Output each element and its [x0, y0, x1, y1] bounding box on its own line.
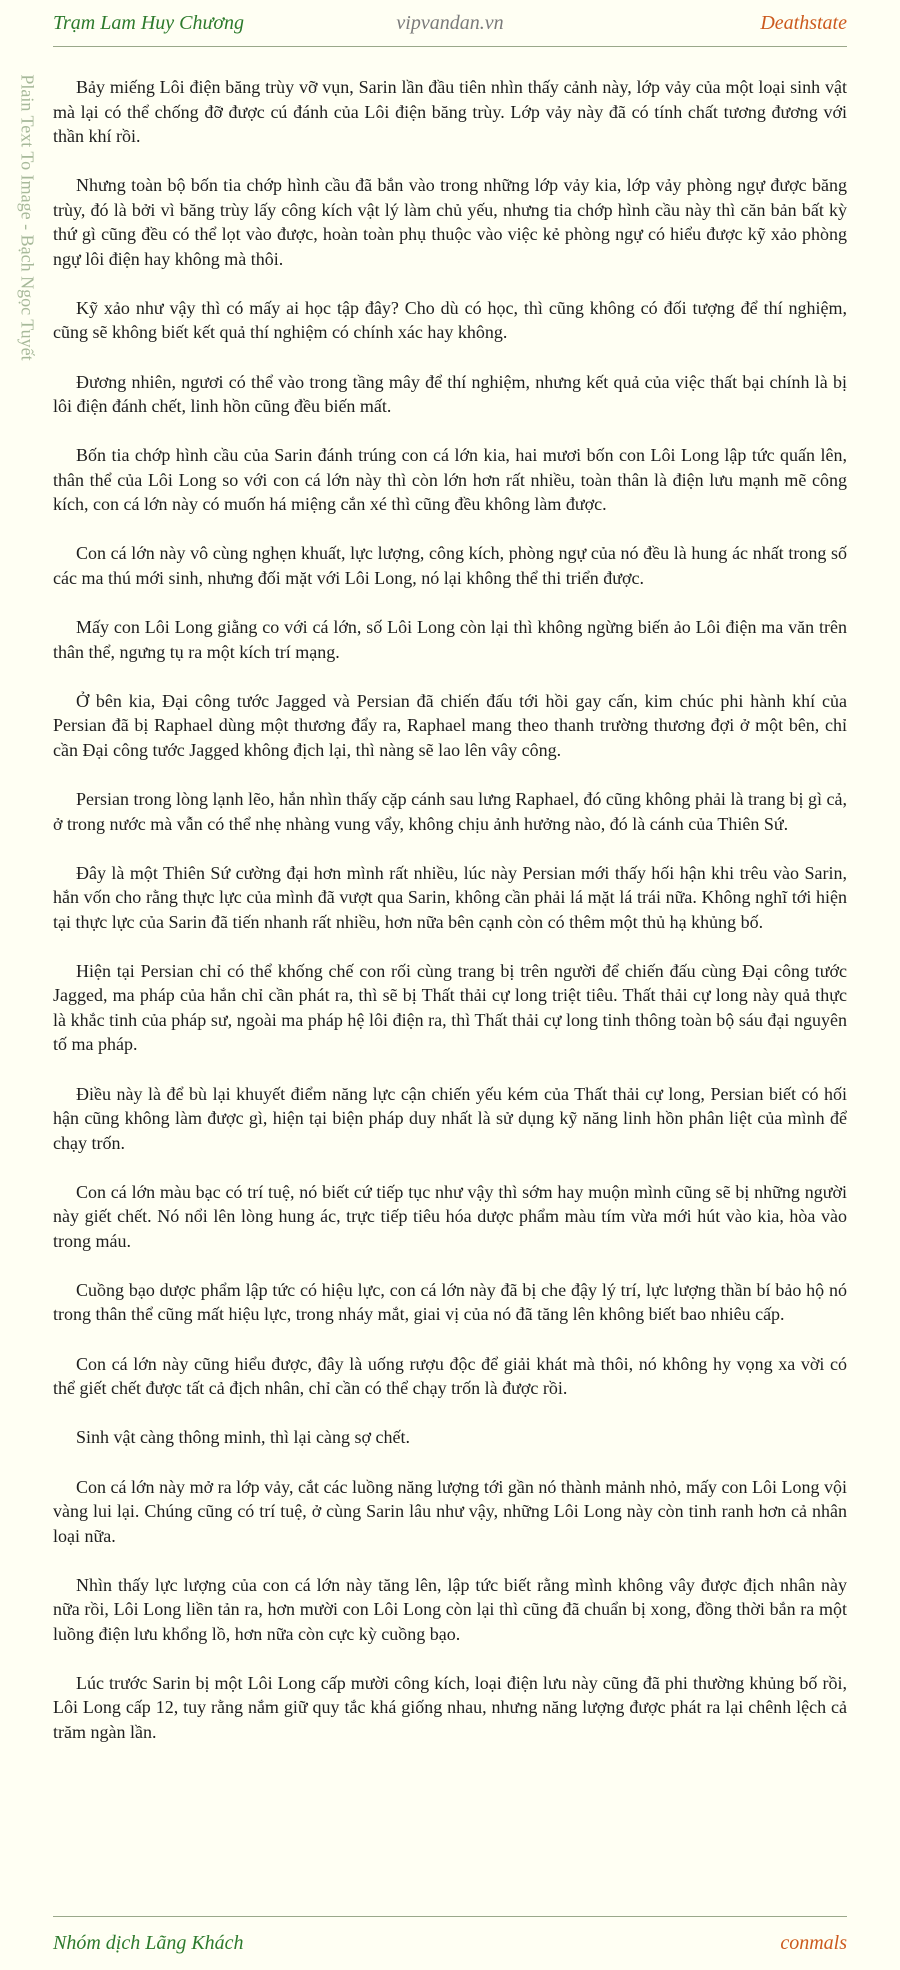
paragraph: Sinh vật càng thông minh, thì lại càng sợ chết.	[76, 1427, 410, 1448]
footer-uploader: conmals	[780, 1932, 847, 1954]
header-divider	[53, 46, 847, 47]
paragraph: Con cá lớn này vô cùng nghẹn khuất, lực lượng, công kích, phòng ngự của nó đều là hung ác nhất trong số các ma thú mới sinh, nhưng đối mặt với Lôi Long, nó lại không thể thi triển được.	[53, 543, 847, 588]
paragraph: Đây là một Thiên Sứ cường đại hơn mình rất nhiều, lúc này Persian mới thấy hối hận khi trêu vào Sarin, hắn vốn cho rằng thực lực của mình đã vượt qua Sarin, không cần phải lá mặt lá trái nữa. Không nghĩ tới hiện tại thực lực của Sarin đã tiến nhanh rất nhiều, hơn nữa bên cạnh còn có thêm một thủ hạ khủng bố.	[53, 862, 847, 932]
paragraph: Mấy con Lôi Long giằng co với cá lớn, số Lôi Long còn lại thì không ngừng biến ảo Lôi điện ma văn trên thân thể, ngưng tụ ra một kích trí mạng.	[53, 617, 847, 662]
paragraph: Con cá lớn màu bạc có trí tuệ, nó biết cứ tiếp tục như vậy thì sớm hay muộn mình cũng sẽ bị những người này giết chết. Nó nổi lên lòng hung ác, trực tiếp tiêu hóa dược phẩm màu tím vừa mới hút vào kia, hòa vào trong máu.	[53, 1181, 847, 1251]
header-translator: Trạm Lam Huy Chương	[53, 12, 245, 34]
paragraph: Cuồng bạo dược phẩm lập tức có hiệu lực, con cá lớn này đã bị che đậy lý trí, lực lượng thần bí bảo hộ nó trong thân thể cũng mất hiệu lực, trong nháy mắt, giai vị của nó đã tăng lên không biết bao nhiêu cấp.	[53, 1279, 847, 1325]
paragraph: Bốn tia chớp hình cầu của Sarin đánh trúng con cá lớn kia, hai mươi bốn con Lôi Long lập tức quấn lên, thân thể của Lôi Long so với con cá lớn này thì còn lớn hơn rất nhiều, toàn thân là điện lưu mạnh mẽ công kích, con cá lớn này có muốn há miệng cắn xé thì cũng đều không làm được.	[53, 445, 847, 515]
paragraph: Con cá lớn này cũng hiểu được, đây là uống rượu độc để giải khát mà thôi, nó không hy vọng xa vời có thể giết chết được tất cả địch nhân, chỉ cần có thể chạy trốn là được rồi.	[53, 1353, 847, 1399]
paragraph: Nhìn thấy lực lượng của con cá lớn này tăng lên, lập tức biết rằng mình không vây được địch nhân này nữa rồi, Lôi Long liền tản ra, hơn mười con Lôi Long còn lại thì cũng đã chuẩn bị xong, đồng thời bắn ra một luồng điện lưu khổng lồ, hơn nữa còn cực kỳ cuồng bạo.	[53, 1574, 847, 1644]
chapter-text	[53, 75, 847, 1769]
paragraph: Ở bên kia, Đại công tước Jagged và Persian đã chiến đấu tới hồi gay cấn, kim chúc phi hành khí của Persian đã bị Raphael dùng một thương đẩy ra, Raphael mang theo thanh trường thương đợi ở một bên, chỉ cần Đại công tước Jagged không địch lại, thì nàng sẽ lao lên vây công.	[53, 690, 847, 760]
paragraph: Đương nhiên, ngươi có thể vào trong tầng mây để thí nghiệm, nhưng kết quả của việc thất bại chính là bị lôi điện đánh chết, linh hồn cũng đều biến mất.	[53, 371, 847, 417]
page-footer	[53, 1930, 847, 1960]
header-site: vipvandan.vn	[396, 12, 504, 34]
footer-group: Nhóm dịch Lãng Khách	[53, 1932, 244, 1954]
header-editor: Deathstate	[760, 12, 847, 34]
paragraph: Lúc trước Sarin bị một Lôi Long cấp mười công kích, loại điện lưu này cũng đã phi thường khủng bố rồi, Lôi Long cấp 12, tuy rằng nắm giữ quy tắc khá giống nhau, nhưng năng lượng được phát ra lại chênh lệch cả trăm ngàn lần.	[53, 1672, 847, 1742]
side-watermark	[14, 52, 40, 382]
paragraph: Nhưng toàn bộ bốn tia chớp hình cầu đã bắn vào trong những lớp vảy kia, lớp vảy phòng ngự được băng trùy, đó là bởi vì băng trùy lấy công kích vật lý làm chủ yếu, nhưng tia chớp hình cầu này thì căn bản bất kỳ thứ gì cũng đều có thể lọt vào được, hoàn toàn phụ thuộc vào việc kẻ phòng ngự có hiểu được kỹ xảo phòng ngự lôi điện hay không mà thôi.	[53, 175, 847, 269]
paragraph: Điều này là để bù lại khuyết điểm năng lực cận chiến yếu kém của Thất thải cự long, Persian biết có hối hận cũng không làm được gì, hiện tại biện pháp duy nhất là sử dụng kỹ năng linh hồn phân liệt của mình để chạy trốn.	[53, 1083, 847, 1153]
paragraph: Kỹ xảo như vậy thì có mấy ai học tập đây? Cho dù có học, thì cũng không có đối tượng để thí nghiệm, cũng sẽ không biết kết quả thí nghiệm có chính xác hay không.	[53, 297, 847, 343]
footer-divider	[53, 1916, 847, 1917]
paragraph: Persian trong lòng lạnh lẽo, hắn nhìn thấy cặp cánh sau lưng Raphael, đó cũng không phải là trang bị gì cả, ở trong nước mà vẫn có thể nhẹ nhàng vung vẩy, không chịu ảnh hưởng nào, đó là cánh của Thiên Sứ.	[53, 789, 847, 834]
paragraph: Con cá lớn này mở ra lớp vảy, cắt các luồng năng lượng tới gần nó thành mảnh nhỏ, mấy con Lôi Long vội vàng lui lại. Chúng cũng có trí tuệ, ở cùng Sarin lâu như vậy, những Lôi Long này còn tinh ranh hơn cả nhân loại nữa.	[53, 1476, 847, 1546]
paragraph: Hiện tại Persian chỉ có thể khống chế con rối cùng trang bị trên người để chiến đấu cùng Đại công tước Jagged, ma pháp của hắn chỉ cần phát ra, thì sẽ bị Thất thải cự long triệt tiêu. Thất thải cự long này quả thực là khắc tinh của pháp sư, ngoài ma pháp hệ lôi điện ra, thì Thất thải cự long tinh thông toàn bộ sáu đại nguyên tố ma pháp.	[53, 960, 847, 1055]
side-watermark-text: Plain Text To Image - Bạch Ngọc Tuyết	[17, 73, 38, 361]
paragraph: Bảy miếng Lôi điện băng trùy vỡ vụn, Sarin lần đầu tiên nhìn thấy cảnh này, lớp vảy của một loại sinh vật mà lại có thể chống đỡ được cú đánh của Lôi điện băng trùy. Lớp vảy này đã có tính chất tương đương với thần khí rồi.	[53, 77, 847, 146]
page-header	[53, 10, 847, 40]
